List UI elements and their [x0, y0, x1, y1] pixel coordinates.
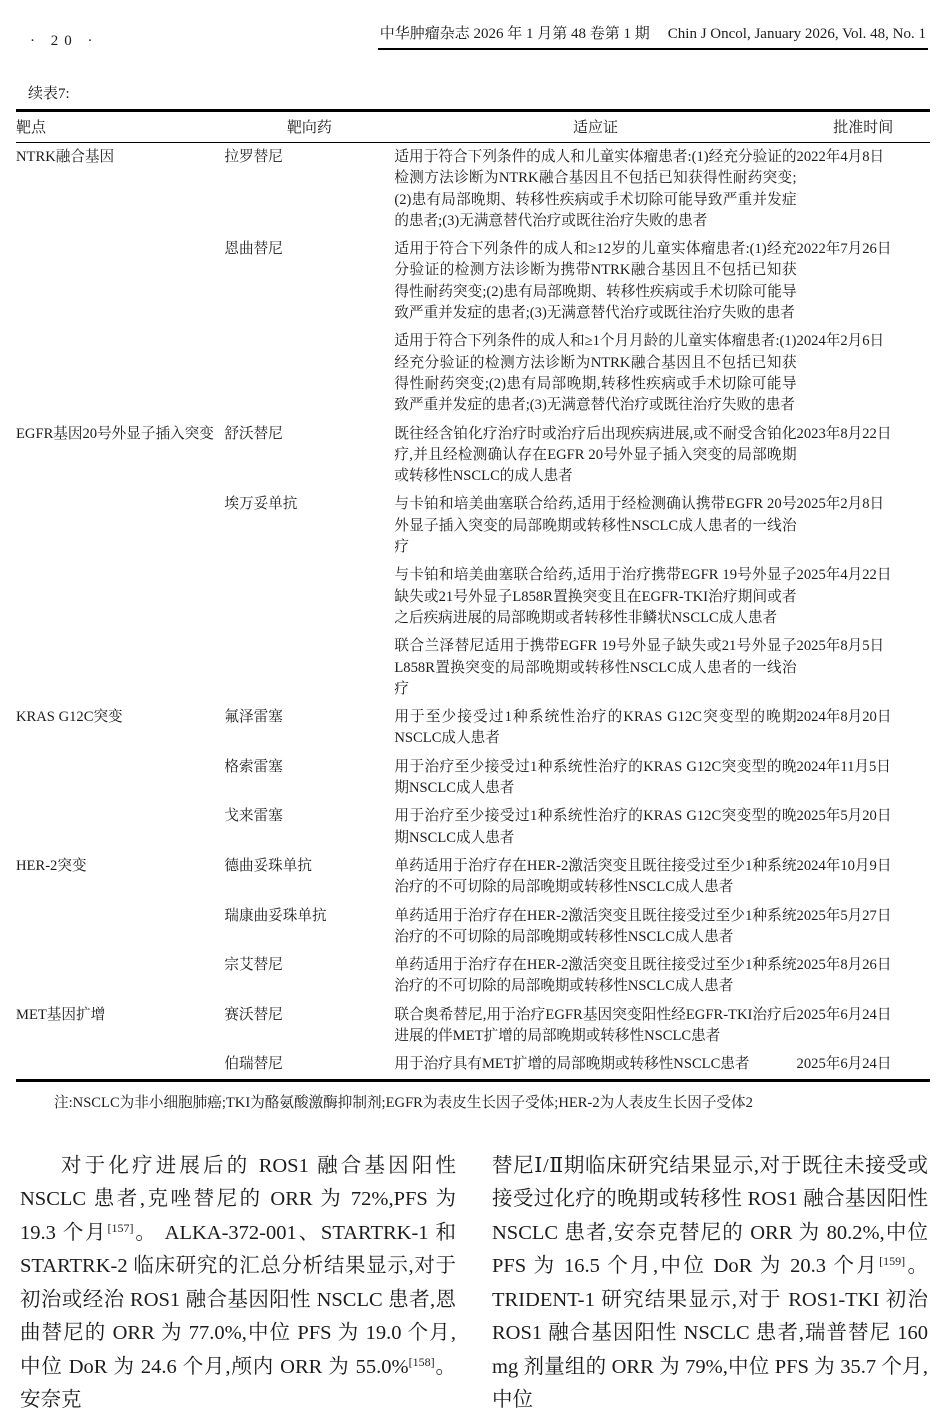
cell-target: EGFR基因20号外显子插入突变: [16, 425, 214, 442]
table-row: [16, 235, 930, 327]
body-column-right: 替尼Ⅰ/Ⅱ期临床研究结果显示,对于既往未接受或接受过化疗的晚期或转移性 ROS1 融合基因阳性 NSCLC 患者,安奈克替尼的 ORR 为 80.2%,中位 PFS 为 16.5 个月,中位 DoR 为 20.3 个月[159]。TRIDENT-1 研究结果显示,对于 ROS1-TKI 初治 ROS1 融合基因阳性 NSCLC 患者,瑞普替尼 160 mg 剂量组的 ORR 为 79%,中位 PFS 为 35.7 个月,中位: [492, 1154, 928, 1412]
cell-drug: 伯瑞替尼: [224, 1056, 283, 1073]
cell-drug: 戈来雷塞: [224, 808, 283, 825]
cell-indication: 联合兰泽替尼适用于携带EGFR 19号外显子缺失或21号外显子L858R置换突变的局部晚期或转移性NSCLC成人患者的一线治疗: [394, 638, 797, 697]
cell-target: [16, 327, 224, 419]
cell-drug: 埃万妥单抗: [224, 496, 298, 513]
cell-approval-date: 2025年2月8日: [796, 496, 885, 513]
table-row: [16, 490, 930, 561]
cell-indication: 用于治疗具有MET扩增的局部晚期或转移性NSCLC患者: [394, 1056, 750, 1073]
table-row: [16, 420, 930, 491]
table-row: [16, 753, 930, 803]
table-row: [16, 852, 930, 902]
cell-approval-date: 2022年7月26日: [796, 241, 892, 258]
cell-target: [16, 490, 224, 561]
journal-title-en: Chin J Oncol, January 2026, Vol. 48, No. 1: [667, 26, 926, 42]
col-header-approval-date: 批准时间: [797, 111, 930, 143]
cell-indication: 用于治疗至少接受过1种系统性治疗的KRAS G12C突变型的晚期NSCLC成人患者: [394, 758, 797, 797]
cell-indication: 适用于符合下列条件的成人和≥12岁的儿童实体瘤患者:(1)经充分验证的检测方法诊断为携带NTRK融合基因且不包括已知获得性耐药突变;(2)患有局部晚期、转移性疾病或手术切除可能导致严重并发症的患者;(3)无满意替代治疗或既往治疗失败的患者: [394, 241, 797, 322]
table-row: [16, 143, 930, 236]
cell-approval-date: 2024年8月20日: [796, 709, 892, 726]
cell-target: KRAS G12C突变: [16, 709, 123, 726]
page-header: [16, 22, 930, 50]
cell-approval-date: 2024年10月9日: [796, 857, 892, 874]
cell-drug: [224, 561, 394, 632]
cell-indication: 用于治疗至少接受过1种系统性治疗的KRAS G12C突变型的晚期NSCLC成人患者: [394, 808, 797, 846]
col-header-indication: 适应证: [394, 111, 796, 143]
table-row: [16, 327, 930, 419]
cell-indication: 适用于符合下列条件的成人和≥1个月月龄的儿童实体瘤患者:(1)经充分验证的检测方法诊断为NTRK融合基因且不包括已知获得性耐药突变;(2)患有局部晚期,转移性疾病或手术切除可能导致严重并发症的患者;(3)无满意替代治疗或既往治疗失败的患者: [394, 333, 797, 414]
cell-approval-date: 2025年4月22日: [796, 567, 892, 584]
table-row: [16, 1001, 930, 1051]
table-row: [16, 1050, 930, 1080]
cell-indication: 适用于符合下列条件的成人和儿童实体瘤患者:(1)经充分验证的检测方法诊断为NTRK融合基因且不包括已知获得性耐药突变;(2)患有局部晚期、转移性疾病或手术切除可能导致严重并发症的患者;(3)无满意替代治疗或既往治疗失败的患者: [394, 149, 797, 229]
cell-indication: 用于至少接受过1种系统性治疗的KRAS G12C突变型的晚期NSCLC成人患者: [394, 709, 797, 747]
cell-target: NTRK融合基因: [16, 149, 115, 165]
cell-drug: 氟泽雷塞: [224, 709, 283, 726]
cell-drug: 赛沃替尼: [224, 1006, 283, 1023]
table-continuation-label: 续表7:: [28, 86, 70, 102]
table-row: [16, 703, 930, 753]
table-header: [16, 111, 930, 143]
journal-title-cn: 中华肿瘤杂志 2026 年 1 月第 48 卷第 1 期: [379, 26, 650, 42]
cell-target: HER-2突变: [16, 857, 87, 874]
col-header-drug: 靶向药: [224, 111, 394, 143]
reference-marker: [159]: [879, 1254, 906, 1269]
cell-drug: [224, 632, 394, 703]
reference-marker: [158]: [408, 1354, 435, 1369]
cell-approval-date: 2025年8月5日: [796, 638, 885, 655]
cell-indication: 单药适用于治疗存在HER-2激活突变且既往接受过至少1种系统治疗的不可切除的局部晚期或转移性NSCLC成人患者: [394, 957, 797, 995]
cell-approval-date: 2024年11月5日: [796, 758, 891, 775]
table-row: [16, 632, 930, 703]
cell-indication: 联合奥希替尼,用于治疗EGFR基因突变阳性经EGFR-TKI治疗后进展的伴MET扩增的局部晚期或转移性NSCLC患者: [394, 1006, 797, 1044]
cell-indication: 单药适用于治疗存在HER-2激活突变且既往接受过至少1种系统治疗的不可切除的局部晚期或转移性NSCLC成人患者: [394, 907, 797, 945]
cell-target: [16, 951, 224, 1001]
cell-indication: 与卡铂和培美曲塞联合给药,适用于治疗携带EGFR 19号外显子缺失或21号外显子L858R置换突变且在EGFR-TKI治疗期间或者之后疾病进展的局部晚期或者转移性非鳞状NSCLC成人患者: [394, 567, 797, 626]
table-row: [16, 951, 930, 1001]
cell-target: [16, 1050, 224, 1080]
cell-target: [16, 753, 224, 803]
table-row: [16, 802, 930, 852]
cell-indication: 与卡铂和培美曲塞联合给药,适用于经检测确认携带EGFR 20号外显子插入突变的局部晚期或转移性NSCLC成人患者的一线治疗: [394, 496, 797, 556]
cell-drug: 舒沃替尼: [224, 425, 283, 442]
cell-indication: 单药适用于治疗存在HER-2激活突变且既往接受过至少1种系统治疗的不可切除的局部晚期或转移性NSCLC成人患者: [394, 857, 797, 896]
table-row: [16, 902, 930, 952]
cell-approval-date: 2025年6月24日: [796, 1006, 892, 1023]
body-column-left: 对于化疗进展后的 ROS1 融合基因阳性 NSCLC 患者,克唑替尼的 ORR 为 72%,PFS 为 19.3 个月[157]。 ALKA-372-001、STARTRK-1 和 STARTRK-2 临床研究的汇总分析结果显示,对于初治或经治 ROS1 融合基因阳性 NSCLC 患者,恩曲替尼的 ORR 为 77.0%,中位 PFS 为 19.0 个月,中位 DoR 为 24.6 个月,颅内 ORR 为 55.0%[158]。安奈克: [20, 1154, 456, 1412]
cell-target: [16, 902, 224, 952]
reference-marker: [157]: [107, 1220, 134, 1235]
journal-reference: [378, 22, 928, 50]
table-header-row: [16, 111, 930, 143]
col-header-target: 靶点: [16, 111, 224, 143]
page-number: · 20 ·: [30, 33, 99, 49]
article-body: [16, 1150, 930, 1418]
cell-drug: 瑞康曲妥珠单抗: [224, 907, 327, 924]
cell-drug: 格索雷塞: [224, 758, 283, 775]
cell-approval-date: 2022年4月8日: [796, 149, 885, 165]
drug-approvals-table: [16, 109, 930, 1082]
table-row: [16, 561, 930, 632]
cell-target: [16, 235, 224, 327]
table-footnote: 注:NSCLC为非小细胞肺癌;TKI为酪氨酸激酶抑制剂;EGFR为表皮生长因子受体;HER-2为人表皮生长因子受体2: [54, 1094, 753, 1111]
cell-drug: 恩曲替尼: [224, 241, 283, 258]
cell-target: [16, 802, 224, 852]
cell-approval-date: 2025年6月24日: [796, 1056, 892, 1073]
cell-indication: 既往经含铂化疗治疗时或治疗后出现疾病进展,或不耐受含铂化疗,并且经检测确认存在EGFR 20号外显子插入突变的局部晚期或转移性NSCLC的成人患者: [394, 425, 797, 485]
cell-drug: 拉罗替尼: [224, 149, 283, 165]
cell-target: [16, 632, 224, 703]
cell-approval-date: 2025年8月26日: [796, 957, 892, 974]
cell-drug: [224, 327, 394, 419]
cell-approval-date: 2024年2月6日: [796, 333, 885, 350]
cell-drug: 宗艾替尼: [224, 957, 283, 974]
cell-target: [16, 561, 224, 632]
cell-approval-date: 2025年5月20日: [796, 808, 892, 825]
table-body: [16, 143, 930, 1081]
cell-approval-date: 2023年8月22日: [796, 425, 892, 442]
cell-approval-date: 2025年5月27日: [796, 907, 892, 924]
cell-target: MET基因扩增: [16, 1006, 106, 1023]
cell-drug: 德曲妥珠单抗: [224, 857, 312, 874]
